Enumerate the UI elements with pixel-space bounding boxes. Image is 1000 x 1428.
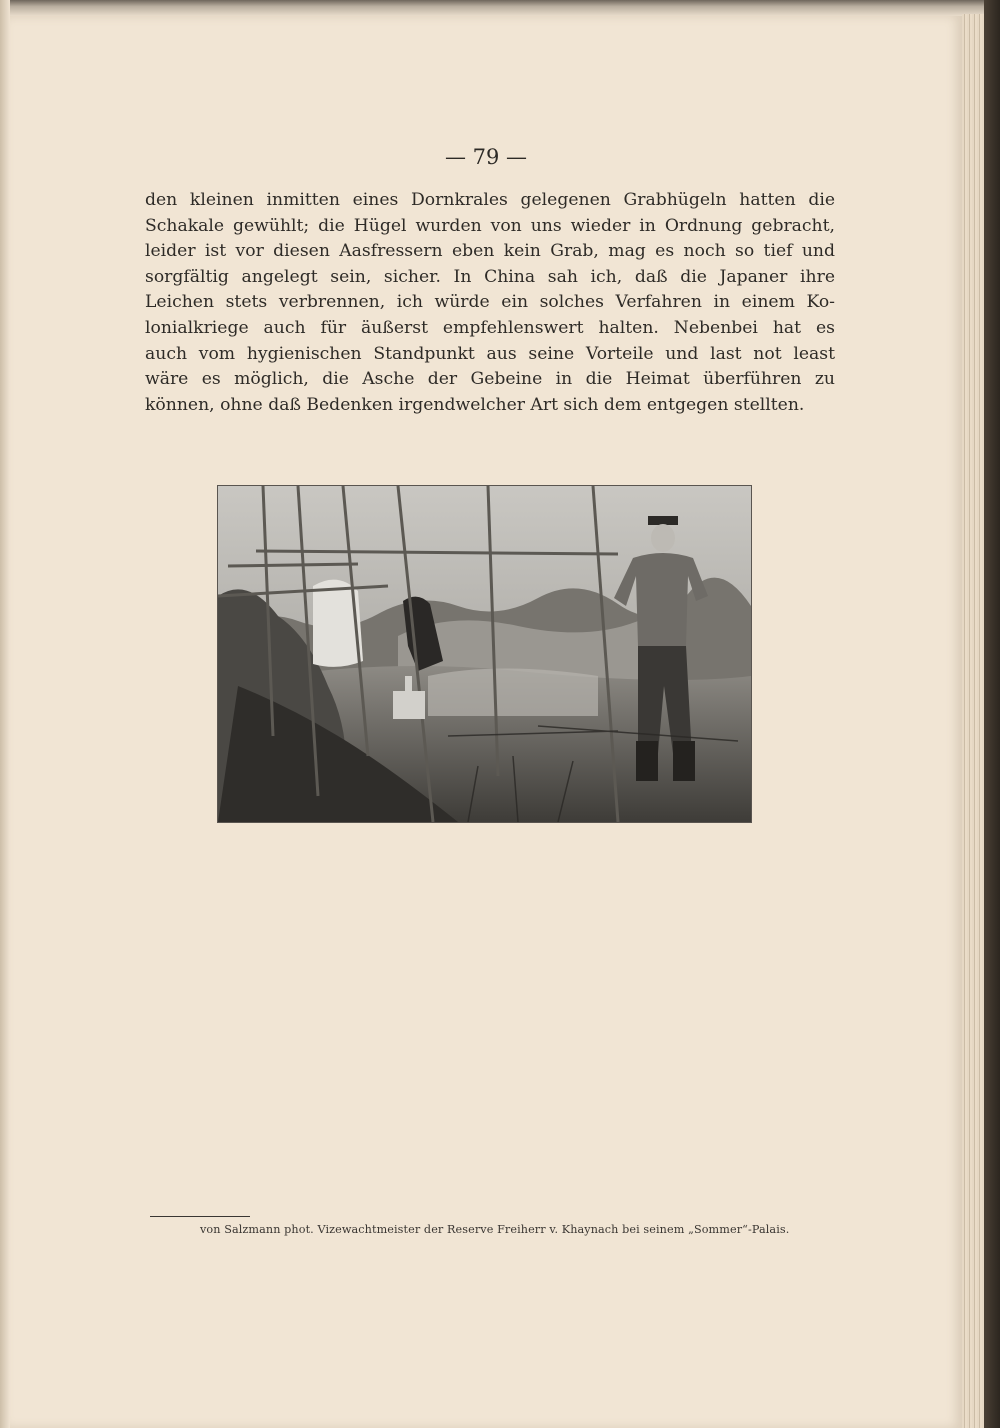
text-line: Schakale gewühlt; die Hügel wurden von uns wieder in Ordnung gebracht, <box>145 215 835 236</box>
text-line: sorgfältig angelegt sein, sicher. In China sah ich, daß die Japaner ihre <box>145 266 835 287</box>
text-line: können, ohne daß Bedenken irgendwelcher Art sich dem entgegen stellten. <box>145 394 805 415</box>
text-line: auch vom hygienischen Standpunkt aus seine Vorteile und last not least <box>145 343 835 364</box>
photograph <box>217 485 752 823</box>
body-paragraph <box>145 188 835 418</box>
text-line: Leichen stets verbrennen, ich würde ein solches Verfahren in einem Ko- <box>145 292 835 313</box>
text-line: lonialkriege auch für äußerst empfehlenswert halten. Nebenbei hat es <box>145 317 835 338</box>
page <box>10 16 962 1428</box>
page-number: — 79 — <box>444 145 528 169</box>
photograph-image <box>218 486 751 822</box>
photo-caption: von Salzmann phot. Vizewachtmeister der Reserve Freiherr v. Khaynach bei seinem „Sommer“-Palais. <box>200 1223 790 1236</box>
book-gutter <box>0 0 10 1428</box>
book-top-edge <box>0 0 1000 16</box>
text-line: leider ist vor diesen Aasfressern eben kein Grab, mag es noch so tief und <box>145 241 835 262</box>
text-line: den kleinen inmitten eines Dornkrales gelegenen Grabhügeln hatten die <box>145 190 835 210</box>
book-cover-edge <box>984 0 1000 1428</box>
footnote-rule <box>150 1216 250 1217</box>
text-line: wäre es möglich, die Asche der Gebeine in die Heimat überführen zu <box>145 369 835 390</box>
